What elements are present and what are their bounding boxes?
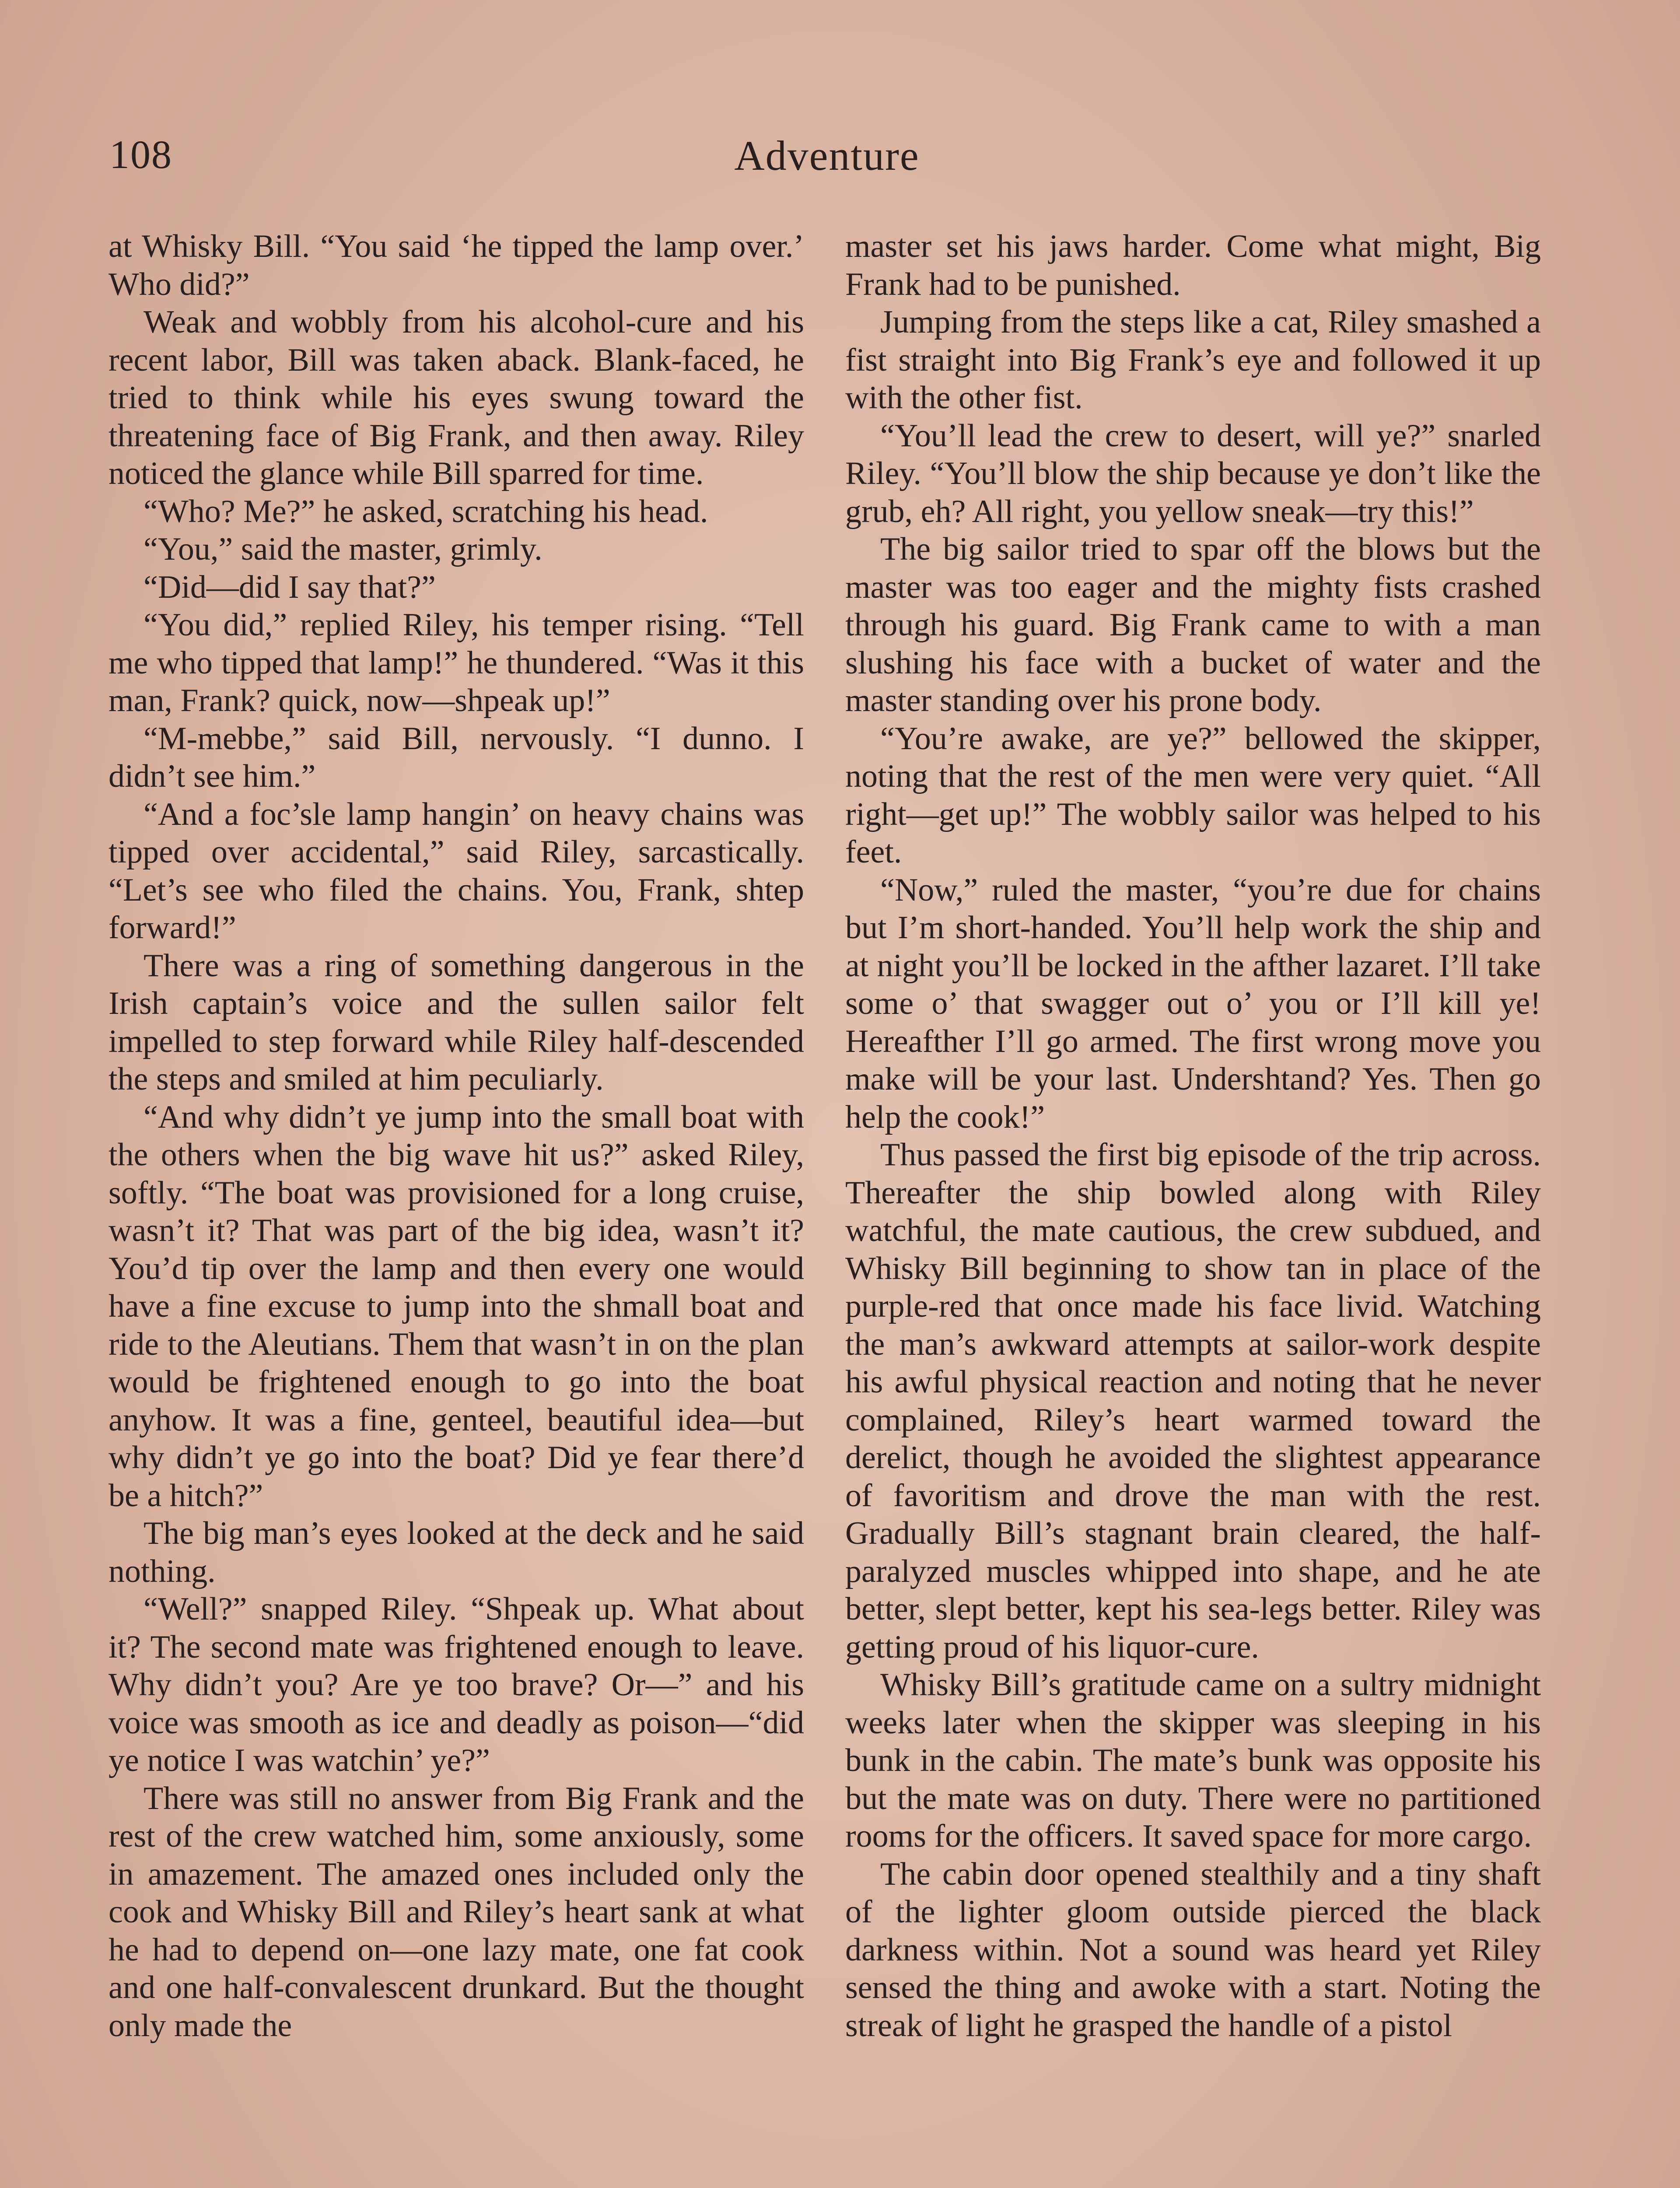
paragraph: Whisky Bill’s gratitude came on a sultry midnight weeks later when the skipper was sleeping in his bunk in the cabin. The mate’s bunk was opposite his but the mate was on duty. There were no partitioned rooms for the officers. It saved space for more cargo. [845, 1667, 1541, 1854]
paragraph: “You’ll lead the crew to desert, will ye?” snarled Riley. “You’ll blow the ship because ye don’t like the grub, eh? All right, you yellow sneak—try this!” [845, 417, 1541, 529]
page-number: 108 [109, 132, 172, 177]
paragraph: The big man’s eyes looked at the deck and he said nothing. [108, 1515, 804, 1589]
page-header [109, 131, 1544, 188]
paragraph: “Well?” snapped Riley. “Shpeak up. What about it? The second mate was frightened enough to leave. Why didn’t you? Are ye too brave? Or—” and his voice was smooth as ice and deadly as poison—“did ye notice I was watchin’ ye?” [108, 1591, 804, 1778]
paragraph: master set his jaws harder. Come what might, Big Frank had to be punished. [845, 228, 1541, 302]
paragraph: There was still no answer from Big Frank and the rest of the crew watched him, some anxiously, some in amazement. The amazed ones included only the cook and Whisky Bill and Riley’s heart sank at what he had to depend on—one lazy mate, one fat cook and one half-convalescent drunkard. But the thought only made the [108, 1780, 804, 2044]
paragraph: “Did—did I say that?” [144, 569, 436, 605]
paragraph: “You did,” replied Riley, his temper rising. “Tell me who tipped that lamp!” he thundered. “Was it this man, Frank? quick, now—shpeak up!” [108, 607, 804, 719]
paragraph: “You,” said the master, grimly. [144, 531, 542, 567]
paragraph: “Now,” ruled the master, “you’re due for chains but I’m short-handed. You’ll help work the ship and at night you’ll be locked in the afther lazaret. I’ll take some o’ that swagger out o’ you or I’ll kill ye! Hereafther I’ll go armed. The first wrong move you make will be your last. Undershtand? Yes. Then go help the cook!” [845, 872, 1541, 1135]
running-title: Adventure [734, 132, 920, 179]
paragraph: The big sailor tried to spar off the blows but the master was too eager and the mighty fists crashed through his guard. Big Frank came to with a man slushing his face with a bucket of water and the master standing over his prone body. [845, 531, 1541, 719]
paragraph: “And a foc’sle lamp hangin’ on heavy chains was tipped over accidental,” said Riley, sarcastically. “Let’s see who filed the chains. You, Frank, shtep forward!” [108, 796, 804, 946]
paragraph: Jumping from the steps like a cat, Riley smashed a fist straight into Big Frank’s eye and followed it up with the other fist. [845, 304, 1541, 416]
paragraph: Thus passed the first big episode of the trip across. Thereafter the ship bowled along with Riley watchful, the mate cautious, the crew subdued, and Whisky Bill beginning to show tan in place of the purple-red that once made his face livid. Watching the man’s awkward attempts at sailor-work despite his awful physical reaction and noting that he never complained, Riley’s heart warmed toward the derelict, though he avoided the slightest appearance of favoritism and drove the man with the rest. Gradually Bill’s stagnant brain cleared, the half-paralyzed muscles whipped into shape, and he ate better, slept better, kept his sea-legs better. Riley was getting proud of his liquor-cure. [845, 1137, 1541, 1665]
paragraph: “Who? Me?” he asked, scratching his head. [144, 493, 708, 529]
paragraph: Weak and wobbly from his alcohol-cure and his recent labor, Bill was taken aback. Blank-faced, he tried to think while his eyes swung toward the threatening face of Big Frank, and then away. Riley noticed the glance while Bill sparred for time. [108, 304, 804, 491]
left-column [108, 228, 804, 2044]
paragraph: at Whisky Bill. “You said ‘he tipped the lamp over.’ Who did?” [108, 228, 804, 302]
right-column [845, 228, 1541, 2044]
paragraph: There was a ring of something dangerous in the Irish captain’s voice and the sullen sailor felt impelled to step forward while Riley half-descended the steps and smiled at him peculiarly. [108, 947, 804, 1097]
paragraph: “You’re awake, are ye?” bellowed the skipper, noting that the rest of the men were very quiet. “All right—get up!” The wobbly sailor was helped to his feet. [845, 720, 1541, 870]
paragraph: “And why didn’t ye jump into the small boat with the others when the big wave hit us?” asked Riley, softly. “The boat was provisioned for a long cruise, wasn’t it? That was part of the big idea, wasn’t it? You’d tip over the lamp and then every one would have a fine excuse to jump into the shmall boat and ride to the Aleutians. Them that wasn’t in on the plan would be frightened enough to go into the boat anyhow. It was a fine, genteel, beautiful idea—but why didn’t ye go into the boat? Did ye fear there’d be a hitch?” [108, 1099, 804, 1514]
paragraph: “M-mebbe,” said Bill, nervously. “I dunno. I didn’t see him.” [108, 720, 804, 794]
paragraph: The cabin door opened stealthily and a tiny shaft of the lighter gloom outside pierced the black darkness within. Not a sound was heard yet Riley sensed the thing and awoke with a start. Noting the streak of light he grasped the handle of a pistol [845, 1856, 1541, 2044]
